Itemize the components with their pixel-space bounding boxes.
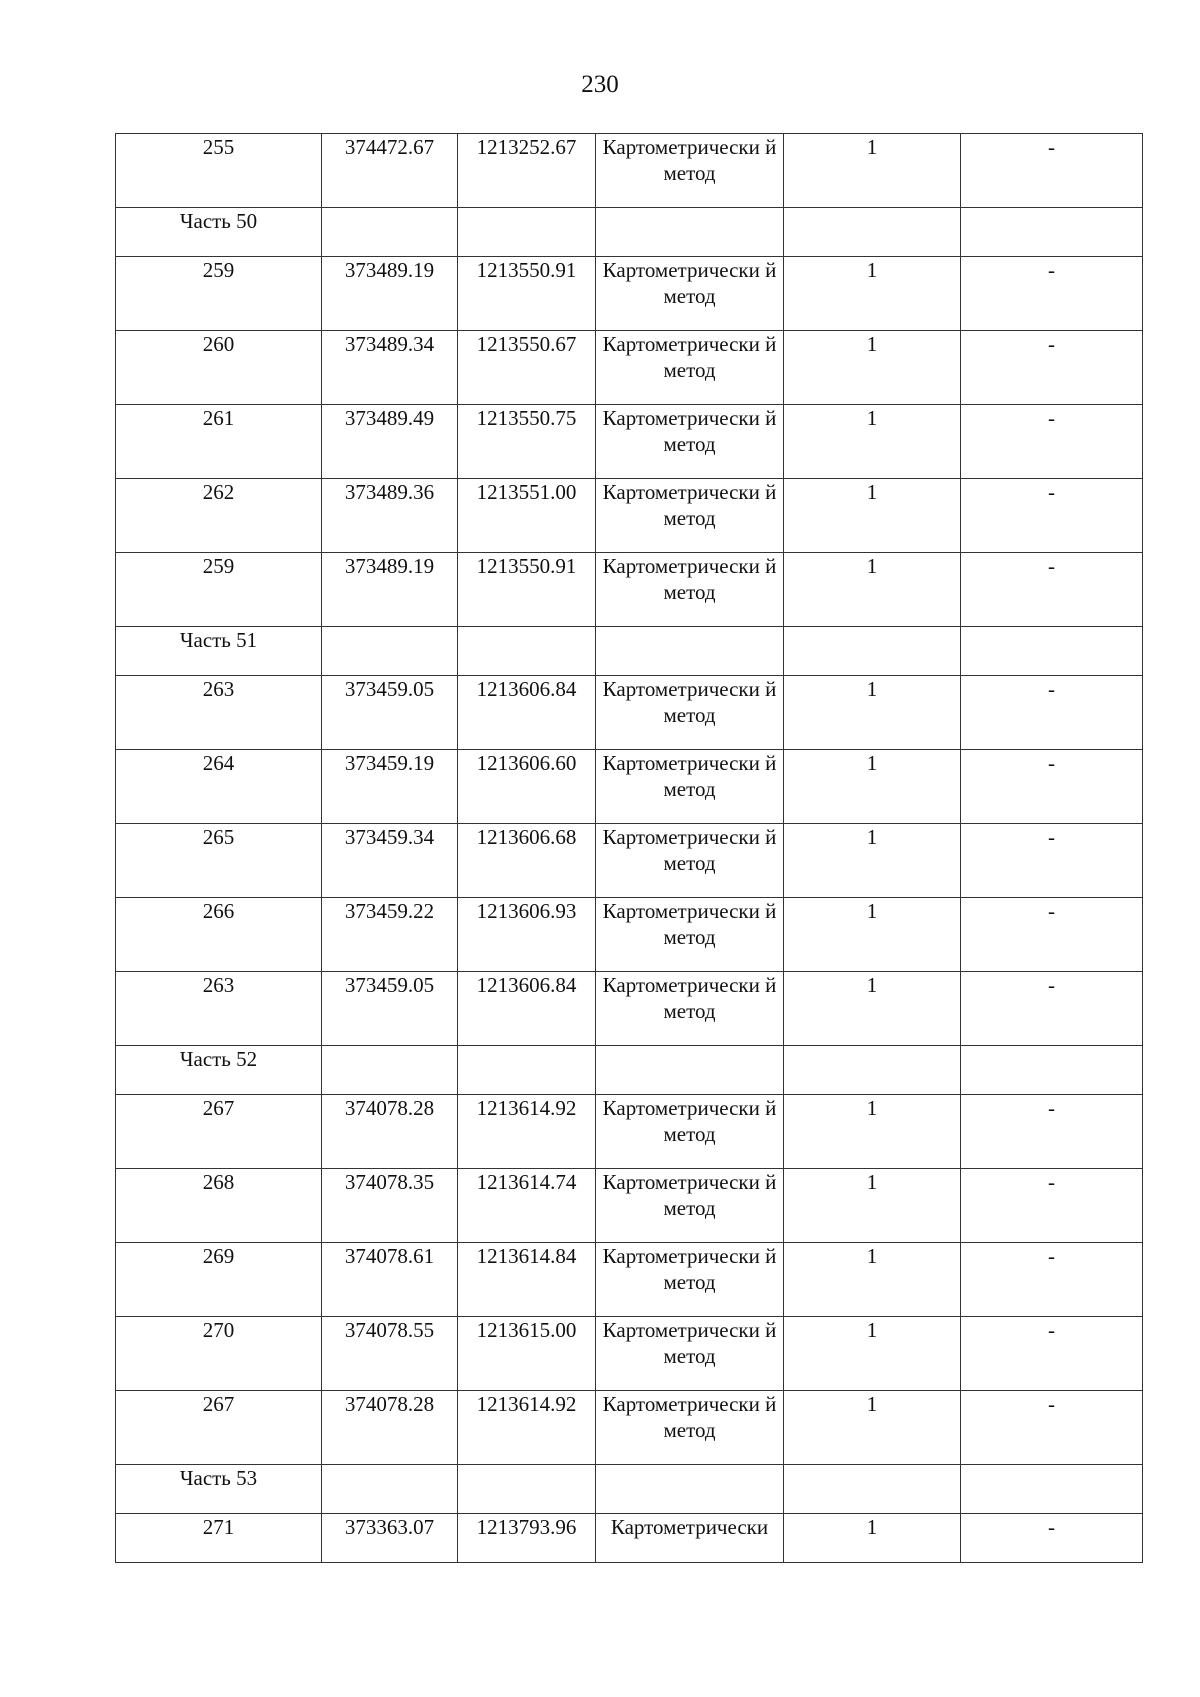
y-coordinate-cell: 1213606.84 bbox=[458, 972, 596, 1046]
method-cell: Картометрически й метод bbox=[596, 1317, 784, 1391]
method-cell: Картометрически й метод bbox=[596, 972, 784, 1046]
part-label: Часть 52 bbox=[116, 1046, 322, 1095]
accuracy-cell: 1 bbox=[784, 972, 961, 1046]
x-coordinate-cell: 373459.05 bbox=[322, 972, 458, 1046]
x-coordinate-cell: 373459.19 bbox=[322, 750, 458, 824]
accuracy-cell: 1 bbox=[784, 405, 961, 479]
y-coordinate-cell: 1213615.00 bbox=[458, 1317, 596, 1391]
part-header-row bbox=[116, 208, 1143, 257]
table-row bbox=[116, 750, 1143, 824]
note-cell: - bbox=[961, 750, 1143, 824]
accuracy-cell: 1 bbox=[784, 1243, 961, 1317]
table-row bbox=[116, 824, 1143, 898]
empty-cell bbox=[322, 208, 458, 257]
point-number-cell: 263 bbox=[116, 972, 322, 1046]
accuracy-cell: 1 bbox=[784, 331, 961, 405]
table-row bbox=[116, 1095, 1143, 1169]
point-number-cell: 259 bbox=[116, 553, 322, 627]
y-coordinate-cell: 1213614.74 bbox=[458, 1169, 596, 1243]
method-cell: Картометрически й метод bbox=[596, 1095, 784, 1169]
point-number-cell: 263 bbox=[116, 676, 322, 750]
empty-cell bbox=[322, 627, 458, 676]
empty-cell bbox=[458, 1046, 596, 1095]
empty-cell bbox=[784, 208, 961, 257]
y-coordinate-cell: 1213550.67 bbox=[458, 331, 596, 405]
note-cell: - bbox=[961, 1514, 1143, 1563]
accuracy-cell: 1 bbox=[784, 1514, 961, 1563]
accuracy-cell: 1 bbox=[784, 1169, 961, 1243]
point-number-cell: 266 bbox=[116, 898, 322, 972]
note-cell: - bbox=[961, 405, 1143, 479]
table-row bbox=[116, 1514, 1143, 1563]
y-coordinate-cell: 1213606.60 bbox=[458, 750, 596, 824]
x-coordinate-cell: 373489.19 bbox=[322, 553, 458, 627]
point-number-cell: 260 bbox=[116, 331, 322, 405]
x-coordinate-cell: 374078.35 bbox=[322, 1169, 458, 1243]
x-coordinate-cell: 374078.28 bbox=[322, 1391, 458, 1465]
method-cell: Картометрически й метод bbox=[596, 898, 784, 972]
y-coordinate-cell: 1213614.84 bbox=[458, 1243, 596, 1317]
y-coordinate-cell: 1213550.75 bbox=[458, 405, 596, 479]
note-cell: - bbox=[961, 1243, 1143, 1317]
empty-cell bbox=[961, 627, 1143, 676]
note-cell: - bbox=[961, 898, 1143, 972]
table-row bbox=[116, 676, 1143, 750]
note-cell: - bbox=[961, 257, 1143, 331]
y-coordinate-cell: 1213551.00 bbox=[458, 479, 596, 553]
table-row bbox=[116, 331, 1143, 405]
accuracy-cell: 1 bbox=[784, 134, 961, 208]
note-cell: - bbox=[961, 1169, 1143, 1243]
table-row bbox=[116, 134, 1143, 208]
accuracy-cell: 1 bbox=[784, 257, 961, 331]
part-header-row bbox=[116, 1046, 1143, 1095]
part-header-row bbox=[116, 1465, 1143, 1514]
method-cell: Картометрически й метод bbox=[596, 257, 784, 331]
point-number-cell: 267 bbox=[116, 1095, 322, 1169]
note-cell: - bbox=[961, 972, 1143, 1046]
note-cell: - bbox=[961, 1391, 1143, 1465]
method-cell: Картометрически й метод bbox=[596, 824, 784, 898]
table-row bbox=[116, 257, 1143, 331]
part-label: Часть 53 bbox=[116, 1465, 322, 1514]
table-row bbox=[116, 479, 1143, 553]
part-label: Часть 51 bbox=[116, 627, 322, 676]
accuracy-cell: 1 bbox=[784, 750, 961, 824]
method-cell: Картометрически й метод bbox=[596, 405, 784, 479]
x-coordinate-cell: 373489.36 bbox=[322, 479, 458, 553]
part-header-row bbox=[116, 627, 1143, 676]
method-cell: Картометрически й метод bbox=[596, 134, 784, 208]
point-number-cell: 268 bbox=[116, 1169, 322, 1243]
empty-cell bbox=[596, 1465, 784, 1514]
empty-cell bbox=[458, 627, 596, 676]
accuracy-cell: 1 bbox=[784, 898, 961, 972]
method-cell: Картометрически й метод bbox=[596, 1169, 784, 1243]
x-coordinate-cell: 374078.55 bbox=[322, 1317, 458, 1391]
y-coordinate-cell: 1213614.92 bbox=[458, 1391, 596, 1465]
method-cell: Картометрически й метод bbox=[596, 479, 784, 553]
coordinates-table bbox=[115, 133, 1143, 1563]
empty-cell bbox=[596, 208, 784, 257]
y-coordinate-cell: 1213606.93 bbox=[458, 898, 596, 972]
y-coordinate-cell: 1213606.68 bbox=[458, 824, 596, 898]
accuracy-cell: 1 bbox=[784, 479, 961, 553]
part-label: Часть 50 bbox=[116, 208, 322, 257]
table-row bbox=[116, 972, 1143, 1046]
note-cell: - bbox=[961, 331, 1143, 405]
accuracy-cell: 1 bbox=[784, 1391, 961, 1465]
method-cell: Картометрически й метод bbox=[596, 676, 784, 750]
note-cell: - bbox=[961, 1095, 1143, 1169]
point-number-cell: 267 bbox=[116, 1391, 322, 1465]
x-coordinate-cell: 374078.61 bbox=[322, 1243, 458, 1317]
page-number: 230 bbox=[581, 71, 619, 98]
table-row bbox=[116, 1391, 1143, 1465]
accuracy-cell: 1 bbox=[784, 676, 961, 750]
point-number-cell: 270 bbox=[116, 1317, 322, 1391]
table-row bbox=[116, 1317, 1143, 1391]
empty-cell bbox=[322, 1465, 458, 1514]
table-row bbox=[116, 1169, 1143, 1243]
point-number-cell: 264 bbox=[116, 750, 322, 824]
empty-cell bbox=[458, 1465, 596, 1514]
x-coordinate-cell: 373459.22 bbox=[322, 898, 458, 972]
empty-cell bbox=[596, 627, 784, 676]
note-cell: - bbox=[961, 676, 1143, 750]
method-cell: Картометрически bbox=[596, 1514, 784, 1563]
x-coordinate-cell: 373459.05 bbox=[322, 676, 458, 750]
x-coordinate-cell: 373489.49 bbox=[322, 405, 458, 479]
method-cell: Картометрически й метод bbox=[596, 1391, 784, 1465]
x-coordinate-cell: 374472.67 bbox=[322, 134, 458, 208]
empty-cell bbox=[322, 1046, 458, 1095]
method-cell: Картометрически й метод bbox=[596, 750, 784, 824]
table-row bbox=[116, 405, 1143, 479]
point-number-cell: 265 bbox=[116, 824, 322, 898]
empty-cell bbox=[961, 1046, 1143, 1095]
empty-cell bbox=[961, 1465, 1143, 1514]
method-cell: Картометрически й метод bbox=[596, 331, 784, 405]
y-coordinate-cell: 1213606.84 bbox=[458, 676, 596, 750]
point-number-cell: 269 bbox=[116, 1243, 322, 1317]
point-number-cell: 261 bbox=[116, 405, 322, 479]
empty-cell bbox=[458, 208, 596, 257]
y-coordinate-cell: 1213550.91 bbox=[458, 553, 596, 627]
x-coordinate-cell: 373363.07 bbox=[322, 1514, 458, 1563]
table-row bbox=[116, 553, 1143, 627]
point-number-cell: 262 bbox=[116, 479, 322, 553]
point-number-cell: 259 bbox=[116, 257, 322, 331]
note-cell: - bbox=[961, 553, 1143, 627]
x-coordinate-cell: 373489.19 bbox=[322, 257, 458, 331]
y-coordinate-cell: 1213614.92 bbox=[458, 1095, 596, 1169]
empty-cell bbox=[784, 1465, 961, 1514]
point-number-cell: 255 bbox=[116, 134, 322, 208]
method-cell: Картометрически й метод bbox=[596, 1243, 784, 1317]
empty-cell bbox=[784, 1046, 961, 1095]
note-cell: - bbox=[961, 1317, 1143, 1391]
empty-cell bbox=[596, 1046, 784, 1095]
y-coordinate-cell: 1213793.96 bbox=[458, 1514, 596, 1563]
x-coordinate-cell: 373459.34 bbox=[322, 824, 458, 898]
accuracy-cell: 1 bbox=[784, 1317, 961, 1391]
note-cell: - bbox=[961, 134, 1143, 208]
note-cell: - bbox=[961, 479, 1143, 553]
accuracy-cell: 1 bbox=[784, 553, 961, 627]
y-coordinate-cell: 1213252.67 bbox=[458, 134, 596, 208]
point-number-cell: 271 bbox=[116, 1514, 322, 1563]
accuracy-cell: 1 bbox=[784, 1095, 961, 1169]
empty-cell bbox=[784, 627, 961, 676]
table-row bbox=[116, 1243, 1143, 1317]
method-cell: Картометрически й метод bbox=[596, 553, 784, 627]
x-coordinate-cell: 374078.28 bbox=[322, 1095, 458, 1169]
table-row bbox=[116, 898, 1143, 972]
note-cell: - bbox=[961, 824, 1143, 898]
empty-cell bbox=[961, 208, 1143, 257]
accuracy-cell: 1 bbox=[784, 824, 961, 898]
x-coordinate-cell: 373489.34 bbox=[322, 331, 458, 405]
y-coordinate-cell: 1213550.91 bbox=[458, 257, 596, 331]
